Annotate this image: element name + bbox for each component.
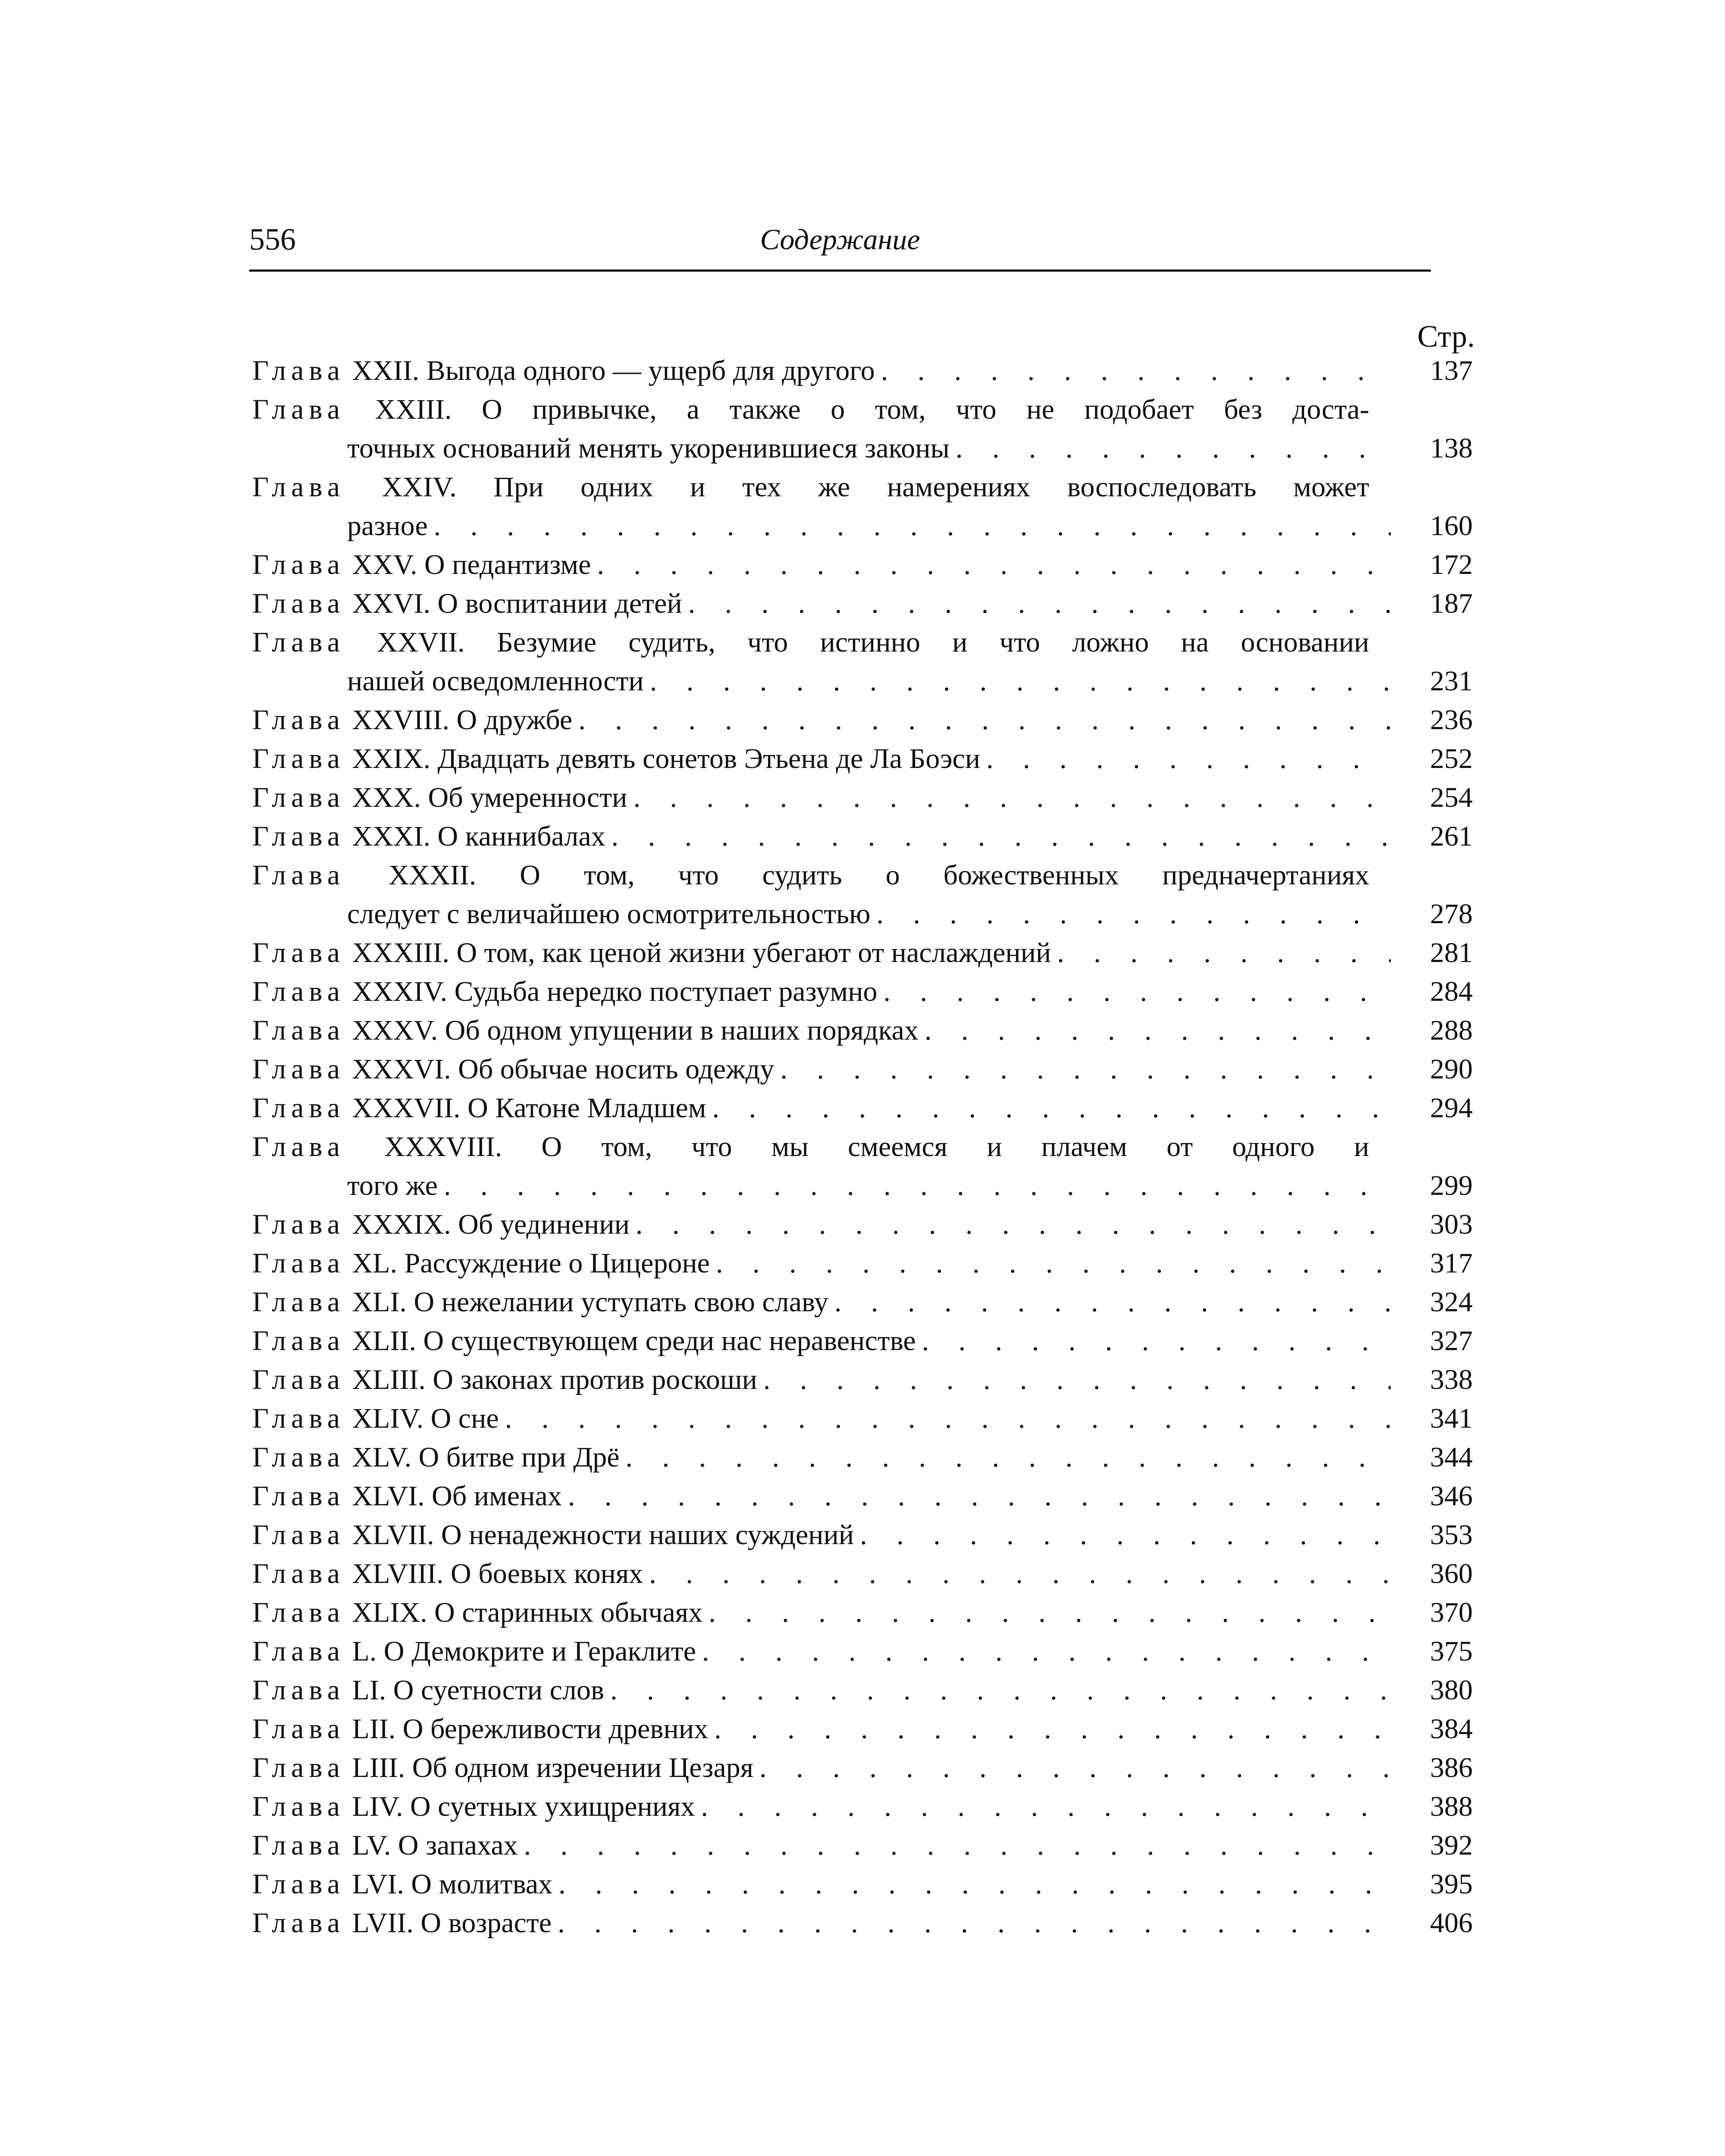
page-ref: 388	[1430, 1791, 1473, 1822]
toc-entry	[252, 1904, 1473, 1943]
page-ref: 252	[1430, 743, 1473, 774]
chapter-title: XLV. О битве при Дрё	[352, 1442, 620, 1473]
dot-leader	[558, 1865, 1391, 1904]
page-ref: 254	[1430, 782, 1473, 813]
chapter-label: Глава	[252, 549, 345, 580]
spacer	[345, 1050, 352, 1089]
toc-entry	[252, 740, 1473, 778]
toc-entry	[252, 1593, 1473, 1632]
page-number: 556	[249, 222, 296, 257]
page-ref: 386	[1430, 1752, 1473, 1783]
chapter-title: XXXIX. Об уединении	[352, 1209, 630, 1240]
page-ref: 278	[1430, 898, 1473, 930]
toc-entry	[252, 972, 1473, 1011]
chapter-label: Глава	[252, 743, 345, 774]
spacer	[345, 1554, 352, 1593]
toc-entry-line	[252, 1554, 1473, 1593]
chapter-title: XLII. О существующем среди нас неравенстве	[352, 1325, 916, 1357]
spacer	[345, 1749, 352, 1787]
toc-entry-line	[252, 1166, 1473, 1205]
page-ref: 324	[1430, 1286, 1473, 1318]
spacer	[345, 1516, 352, 1554]
page-ref: 384	[1430, 1713, 1473, 1745]
dot-leader	[922, 1322, 1391, 1360]
toc-entry-line	[252, 701, 1473, 740]
toc-entry-line	[252, 1050, 1473, 1089]
spacer	[345, 1593, 352, 1632]
chapter-label: Глава	[252, 1092, 345, 1124]
spacer	[345, 1865, 352, 1904]
dot-leader	[883, 972, 1391, 1011]
page-header	[249, 218, 1431, 272]
page-ref: 303	[1430, 1209, 1473, 1240]
toc-entry	[252, 1749, 1473, 1787]
chapter-title: XXXVI. Об обычае носить одежду	[352, 1053, 775, 1085]
toc-entry	[252, 1128, 1473, 1205]
chapter-label: Глава	[252, 1247, 345, 1279]
dot-leader	[834, 1283, 1391, 1322]
chapter-title: LIV. О суетных ухищрениях	[352, 1791, 695, 1822]
dot-leader	[860, 1516, 1391, 1554]
toc-entry-line	[252, 1322, 1473, 1360]
dot-leader	[610, 1671, 1391, 1710]
toc-entry	[252, 1360, 1473, 1399]
spacer	[345, 1438, 352, 1477]
chapter-title: LVI. О молитвах	[352, 1868, 553, 1900]
dot-leader	[558, 1904, 1391, 1943]
toc-entry	[252, 390, 1473, 468]
chapter-title: LI. О суетности слов	[352, 1674, 604, 1706]
chapter-label: Глава	[252, 355, 345, 386]
chapter-label: Глава	[252, 1791, 345, 1822]
dot-leader	[763, 1360, 1391, 1399]
spacer	[345, 1826, 352, 1865]
chapter-title: XLVIII. О боевых конях	[352, 1558, 643, 1589]
chapter-title: L. О Демокрите и Гераклите	[352, 1636, 696, 1667]
chapter-title: XLI. О нежелании уступать свою славу	[352, 1286, 828, 1318]
toc-entry-line	[252, 545, 1473, 584]
chapter-title: XLIV. О сне	[352, 1403, 499, 1434]
page-ref: 284	[1430, 976, 1473, 1007]
chapter-label: Глава	[252, 1752, 345, 1783]
spacer	[345, 1322, 352, 1360]
chapter-title: XLVII. О ненадежности наших суждений	[352, 1519, 854, 1551]
toc-entry-line	[252, 1710, 1473, 1749]
page-ref: 341	[1430, 1403, 1473, 1434]
chapter-label: Глава	[252, 1480, 345, 1512]
toc-entry	[252, 701, 1473, 740]
toc-entry	[252, 1865, 1473, 1904]
chapter-title: LII. О бережливости древних	[352, 1713, 709, 1745]
toc-entry	[252, 1011, 1473, 1050]
toc-entry	[252, 817, 1473, 856]
chapter-label: Глава	[252, 976, 345, 1007]
chapter-title: XXVI. О воспитании детей	[352, 588, 682, 619]
spacer	[345, 1904, 352, 1943]
chapter-title: XXXI. О каннибалах	[352, 821, 605, 852]
toc-entry-line	[252, 1826, 1473, 1865]
dot-leader	[650, 662, 1391, 701]
spacer	[345, 972, 352, 1011]
page-ref: 406	[1430, 1907, 1473, 1939]
toc-entry-line	[252, 1671, 1473, 1710]
dot-leader	[780, 1050, 1391, 1089]
toc-entry	[252, 1050, 1473, 1089]
toc-entry-line	[252, 1089, 1473, 1128]
dot-leader	[712, 1089, 1391, 1128]
page-ref: 299	[1430, 1170, 1473, 1201]
chapter-label: Глава	[252, 1209, 345, 1240]
page-ref: 346	[1430, 1480, 1473, 1512]
toc-entry-line	[252, 934, 1473, 972]
toc-entry	[252, 934, 1473, 972]
page-ref: 353	[1430, 1519, 1473, 1551]
spacer	[345, 584, 352, 623]
page-ref: 344	[1430, 1442, 1473, 1473]
dot-leader	[578, 701, 1391, 740]
toc-entry-line	[252, 507, 1473, 545]
spacer	[345, 1632, 352, 1671]
toc-entry-line	[252, 1477, 1473, 1516]
toc-entry	[252, 545, 1473, 584]
toc-entry	[252, 1554, 1473, 1593]
chapter-label: Глава	[252, 627, 345, 658]
toc-entry	[252, 1710, 1473, 1749]
spacer	[345, 740, 352, 778]
toc-entry-line	[252, 817, 1473, 856]
chapter-title-line: XXXII. О том, что судить о божественных предначертаниях	[388, 859, 1369, 891]
chapter-title: XXII. Выгода одного — ущерб для другого	[352, 355, 875, 386]
toc-entry	[252, 1322, 1473, 1360]
chapter-label: Глава	[252, 1519, 345, 1551]
toc-entry	[252, 584, 1473, 623]
chapter-label: Глава	[252, 1830, 345, 1861]
chapter-label: Глава	[252, 1286, 345, 1318]
spacer	[345, 1244, 352, 1283]
chapter-label: Глава	[252, 704, 345, 736]
toc-entry-line	[252, 662, 1473, 701]
toc-entry-line	[252, 1283, 1473, 1322]
chapter-label: Глава	[252, 1131, 345, 1163]
dot-leader	[1057, 934, 1391, 972]
dot-leader	[986, 740, 1391, 778]
page-ref: 261	[1430, 821, 1473, 852]
spacer	[345, 1089, 352, 1128]
toc-entry-line	[252, 1632, 1473, 1671]
page-ref: 290	[1430, 1053, 1473, 1085]
toc-entry	[252, 1205, 1473, 1244]
toc-entry	[252, 856, 1473, 934]
toc-entry-first-line	[252, 390, 1369, 429]
chapter-title: XXXIII. О том, как ценой жизни убегают от наслаждений	[352, 937, 1051, 968]
chapter-label: Глава	[252, 1325, 345, 1357]
chapter-title: разное	[347, 510, 428, 542]
toc-entry-line	[252, 429, 1473, 468]
page-ref: 380	[1430, 1674, 1473, 1706]
chapter-label: Глава	[252, 1597, 345, 1628]
chapter-label: Глава	[252, 588, 345, 619]
toc-entry	[252, 1632, 1473, 1671]
chapter-title: точных оснований менять укоренившиеся законы	[347, 432, 950, 464]
dot-leader	[716, 1244, 1391, 1283]
chapter-title: XXV. О педантизме	[352, 549, 591, 580]
dot-leader	[759, 1749, 1391, 1787]
spacer	[345, 1205, 352, 1244]
toc-entry-first-line	[252, 1128, 1369, 1166]
chapter-title: следует с величайшею осмотрительностью	[347, 898, 871, 930]
toc-entry	[252, 1826, 1473, 1865]
chapter-label: Глава	[252, 394, 345, 425]
dot-leader	[633, 778, 1391, 817]
spacer	[345, 778, 352, 817]
toc-entry-line	[252, 895, 1473, 934]
spacer	[345, 351, 352, 390]
toc-entry	[252, 1089, 1473, 1128]
chapter-title: LV. О запахах	[352, 1830, 518, 1861]
toc-entry-line	[252, 778, 1473, 817]
toc-entry	[252, 468, 1473, 545]
toc-entry-line	[252, 1904, 1473, 1943]
dot-leader	[876, 895, 1391, 934]
chapter-title: XXX. Об умеренности	[352, 782, 627, 813]
chapter-title: XXXIV. Судьба нередко поступает разумно	[352, 976, 878, 1007]
toc-entry-line	[252, 1438, 1473, 1477]
dot-leader	[636, 1205, 1391, 1244]
chapter-title: нашей осведомленности	[347, 665, 644, 697]
dot-leader	[702, 1632, 1391, 1671]
dot-leader	[612, 817, 1391, 856]
chapter-title: XL. Рассуждение о Цицероне	[352, 1247, 710, 1279]
toc-entry	[252, 1516, 1473, 1554]
dot-leader	[626, 1438, 1391, 1477]
page-ref: 172	[1430, 549, 1473, 580]
spacer	[345, 817, 352, 856]
toc-entry-line	[252, 1593, 1473, 1632]
toc-entry-line	[252, 584, 1473, 623]
chapter-label: Глава	[252, 1403, 345, 1434]
page-ref: 138	[1430, 432, 1473, 464]
page-ref: 327	[1430, 1325, 1473, 1357]
spacer	[345, 701, 352, 740]
page-ref: 236	[1430, 704, 1473, 736]
page-ref: 281	[1430, 937, 1473, 968]
page-ref: 160	[1430, 510, 1473, 542]
toc-entry	[252, 778, 1473, 817]
spacer	[345, 1011, 352, 1050]
running-title: Содержание	[760, 223, 920, 256]
dot-leader	[597, 545, 1391, 584]
chapter-title-line: XXVII. Безумие судить, что истинно и что ложно на основании	[377, 627, 1369, 658]
chapter-label: Глава	[252, 821, 345, 852]
spacer	[345, 1671, 352, 1710]
chapter-title: XLIII. О законах против роскоши	[352, 1364, 757, 1395]
toc-entry-line	[252, 740, 1473, 778]
toc-entry	[252, 1671, 1473, 1710]
dot-leader	[505, 1399, 1391, 1438]
dot-leader	[444, 1166, 1391, 1205]
spacer	[345, 545, 352, 584]
dot-leader	[714, 1710, 1391, 1749]
dot-leader	[649, 1554, 1391, 1593]
chapter-title: XXXV. Об одном упущении в наших порядках	[352, 1015, 919, 1046]
dot-leader	[568, 1477, 1391, 1516]
toc-entry-line	[252, 1360, 1473, 1399]
chapter-label: Глава	[252, 859, 345, 891]
toc-entry-line	[252, 972, 1473, 1011]
dot-leader	[701, 1787, 1391, 1826]
chapter-title: XXIX. Двадцать девять сонетов Этьена де Ла Боэси	[352, 743, 981, 774]
page-ref: 231	[1430, 665, 1473, 697]
toc-entry	[252, 623, 1473, 701]
chapter-title: XXXVII. О Катоне Младшем	[352, 1092, 706, 1124]
page-column-label: Стр.	[1417, 319, 1475, 354]
toc-entry-line	[252, 351, 1473, 390]
page-ref: 288	[1430, 1015, 1473, 1046]
page-ref: 395	[1430, 1868, 1473, 1900]
toc-entry	[252, 1477, 1473, 1516]
dot-leader	[925, 1011, 1391, 1050]
dot-leader	[434, 507, 1391, 545]
chapter-title: XXVIII. О дружбе	[352, 704, 573, 736]
chapter-label: Глава	[252, 1053, 345, 1085]
toc-entry	[252, 1787, 1473, 1826]
toc-entry-line	[252, 1787, 1473, 1826]
page-ref: 370	[1430, 1597, 1473, 1628]
chapter-label: Глава	[252, 1636, 345, 1667]
page-ref: 294	[1430, 1092, 1473, 1124]
chapter-label: Глава	[252, 1558, 345, 1589]
spacer	[345, 1787, 352, 1826]
chapter-title-line: XXIV. При одних и тех же намерениях воспоследовать может	[382, 471, 1369, 503]
page-ref: 392	[1430, 1830, 1473, 1861]
spacer	[345, 1360, 352, 1399]
toc-entry-first-line	[252, 856, 1369, 895]
toc-entry-line	[252, 1011, 1473, 1050]
chapter-title: LVII. О возрасте	[352, 1907, 552, 1939]
toc-entry-line	[252, 1516, 1473, 1554]
dot-leader	[524, 1826, 1391, 1865]
toc-entry	[252, 1283, 1473, 1322]
spacer	[345, 1283, 352, 1322]
toc-entry-line	[252, 1399, 1473, 1438]
toc-entry-first-line	[252, 468, 1369, 507]
toc-entry-line	[252, 1205, 1473, 1244]
table-of-contents	[252, 351, 1473, 1943]
chapter-label: Глава	[252, 1674, 345, 1706]
page-ref: 360	[1430, 1558, 1473, 1589]
spacer	[345, 1710, 352, 1749]
page-ref: 317	[1430, 1247, 1473, 1279]
page-ref: 137	[1430, 355, 1473, 386]
dot-leader	[956, 429, 1391, 468]
chapter-label: Глава	[252, 1713, 345, 1745]
chapter-title: того же	[347, 1170, 438, 1201]
chapter-label: Глава	[252, 1364, 345, 1395]
spacer	[345, 1399, 352, 1438]
toc-entry	[252, 1244, 1473, 1283]
dot-leader	[709, 1593, 1391, 1632]
page-ref: 338	[1430, 1364, 1473, 1395]
chapter-title: XLVI. Об именах	[352, 1480, 562, 1512]
chapter-label: Глава	[252, 471, 345, 503]
chapter-label: Глава	[252, 1868, 345, 1900]
dot-leader	[688, 584, 1391, 623]
chapter-label: Глава	[252, 782, 345, 813]
toc-entry	[252, 1438, 1473, 1477]
page-ref: 187	[1430, 588, 1473, 619]
toc-entry-first-line	[252, 623, 1369, 662]
chapter-label: Глава	[252, 1442, 345, 1473]
dot-leader	[881, 351, 1391, 390]
toc-entry	[252, 351, 1473, 390]
toc-entry-line	[252, 1244, 1473, 1283]
chapter-title-line: XXXVIII. О том, что мы смеемся и плачем от одного и	[384, 1131, 1369, 1163]
spacer	[345, 1477, 352, 1516]
chapter-title: XLIX. О старинных обычаях	[352, 1597, 703, 1628]
chapter-label: Глава	[252, 1015, 345, 1046]
toc-entry-line	[252, 1749, 1473, 1787]
chapter-title: LIII. Об одном изречении Цезаря	[352, 1752, 753, 1783]
page-ref: 375	[1430, 1636, 1473, 1667]
toc-entry	[252, 1399, 1473, 1438]
chapter-title-line: XXIII. О привычке, а также о том, что не подобает без доста-	[375, 394, 1369, 425]
chapter-label: Глава	[252, 1907, 345, 1939]
chapter-label: Глава	[252, 937, 345, 968]
toc-entry-line	[252, 1865, 1473, 1904]
spacer	[345, 934, 352, 972]
